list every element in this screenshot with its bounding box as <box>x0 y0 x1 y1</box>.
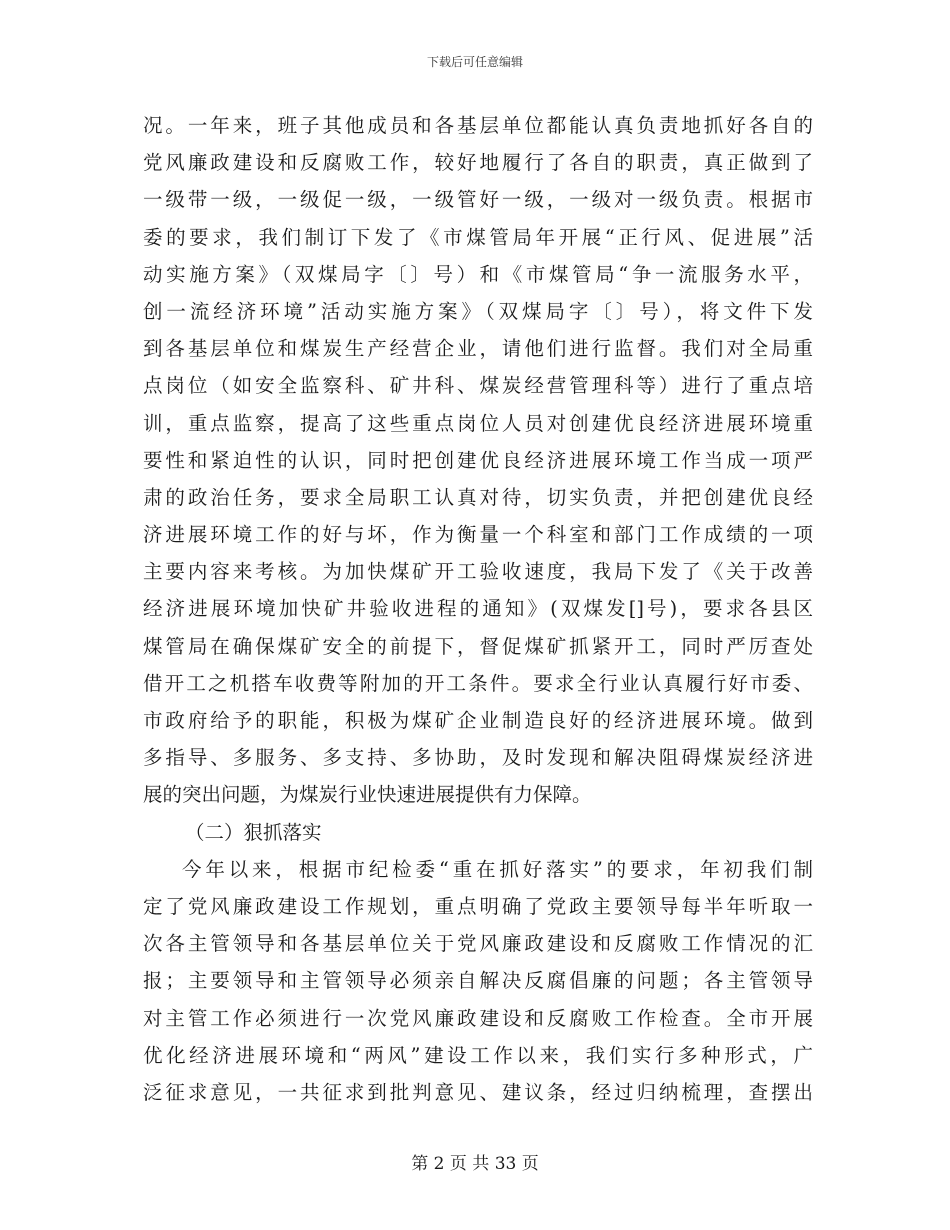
section-heading: （二）狠抓落实 <box>185 820 322 844</box>
text-line: 况。一年来，班子其他成员和各基层单位都能认真负责地抓好各自的 <box>143 114 813 137</box>
text-line: 肃的政治任务，要求全局职工认真对待，切实负责，并把创建优良经 <box>143 485 813 509</box>
document-body <box>143 107 813 1111</box>
text-line: 展的突出问题，为煤炭行业快速进展提供有力保障。 <box>143 783 592 807</box>
text-line: 多指导、多服务、多支持、多协助，及时发现和解决阻碍煤炭经济进 <box>143 746 813 770</box>
text-line: 定了党风廉政建设工作规划，重点明确了党政主要领导每半年听取一 <box>143 894 813 918</box>
page-footer: 第 2 页 共 33 页 <box>411 1154 539 1174</box>
text-line: 点岗位（如安全监察科、矿井科、煤炭经营管理科等）进行了重点培 <box>143 374 813 398</box>
text-line: 今年以来，根据市纪检委“重在抓好落实”的要求，年初我们制 <box>182 857 813 881</box>
text-line: 对主管工作必须进行一次党风廉政建设和反腐败工作检查。全市开展 <box>143 1006 813 1030</box>
text-line: 动实施方案》（双煤局字〔〕号）和《市煤管局“争一流服务水平， <box>143 262 813 286</box>
text-line: 党风廉政建设和反腐败工作，较好地履行了各自的职责，真正做到了 <box>143 151 813 175</box>
text-line: 一级带一级，一级促一级，一级管好一级，一级对一级负责。根据市 <box>143 188 813 212</box>
text-line: 煤管局在确保煤矿安全的前提下，督促煤矿抓紧开工，同时严厉查处 <box>143 634 813 658</box>
text-line: 优化经济进展环境和“两风”建设工作以来，我们实行多种形式，广 <box>143 1043 813 1067</box>
text-line: 主要内容来考核。为加快煤矿开工验收速度，我局下发了《关于改善 <box>143 560 813 584</box>
page-header: 下载后可任意编辑 <box>426 55 523 69</box>
text-line: 训，重点监察，提高了这些重点岗位人员对创建优良经济进展环境重 <box>143 411 813 435</box>
text-line: 创一流经济环境”活动实施方案》（双煤局字〔〕号），将文件下发 <box>143 299 813 323</box>
text-line: 要性和紧迫性的认识，同时把创建优良经济进展环境工作当成一项严 <box>143 448 813 472</box>
text-line: 经济进展环境加快矿井验收进程的通知》(双煤发[]号)，要求各县区 <box>143 597 813 621</box>
text-line: 济进展环境工作的好与坏，作为衡量一个科室和部门工作成绩的一项 <box>143 523 813 547</box>
text-line: 委的要求，我们制订下发了《市煤管局年开展“正行风、促进展”活 <box>143 225 813 249</box>
text-line: 到各基层单位和煤炭生产经营企业，请他们进行监督。我们对全局重 <box>143 337 813 361</box>
text-line: 次各主管领导和各基层单位关于党风廉政建设和反腐败工作情况的汇 <box>143 932 813 956</box>
text-line: 报；主要领导和主管领导必须亲自解决反腐倡廉的问题；各主管领导 <box>143 969 813 993</box>
text-line: 市政府给予的职能，积极为煤矿企业制造良好的经济进展环境。做到 <box>143 709 813 732</box>
text-line: 泛征求意见，一共征求到批判意见、建议条，经过归纳梳理，查摆出 <box>143 1080 813 1104</box>
text-line: 借开工之机搭车收费等附加的开工条件。要求全行业认真履行好市委、 <box>143 671 813 695</box>
